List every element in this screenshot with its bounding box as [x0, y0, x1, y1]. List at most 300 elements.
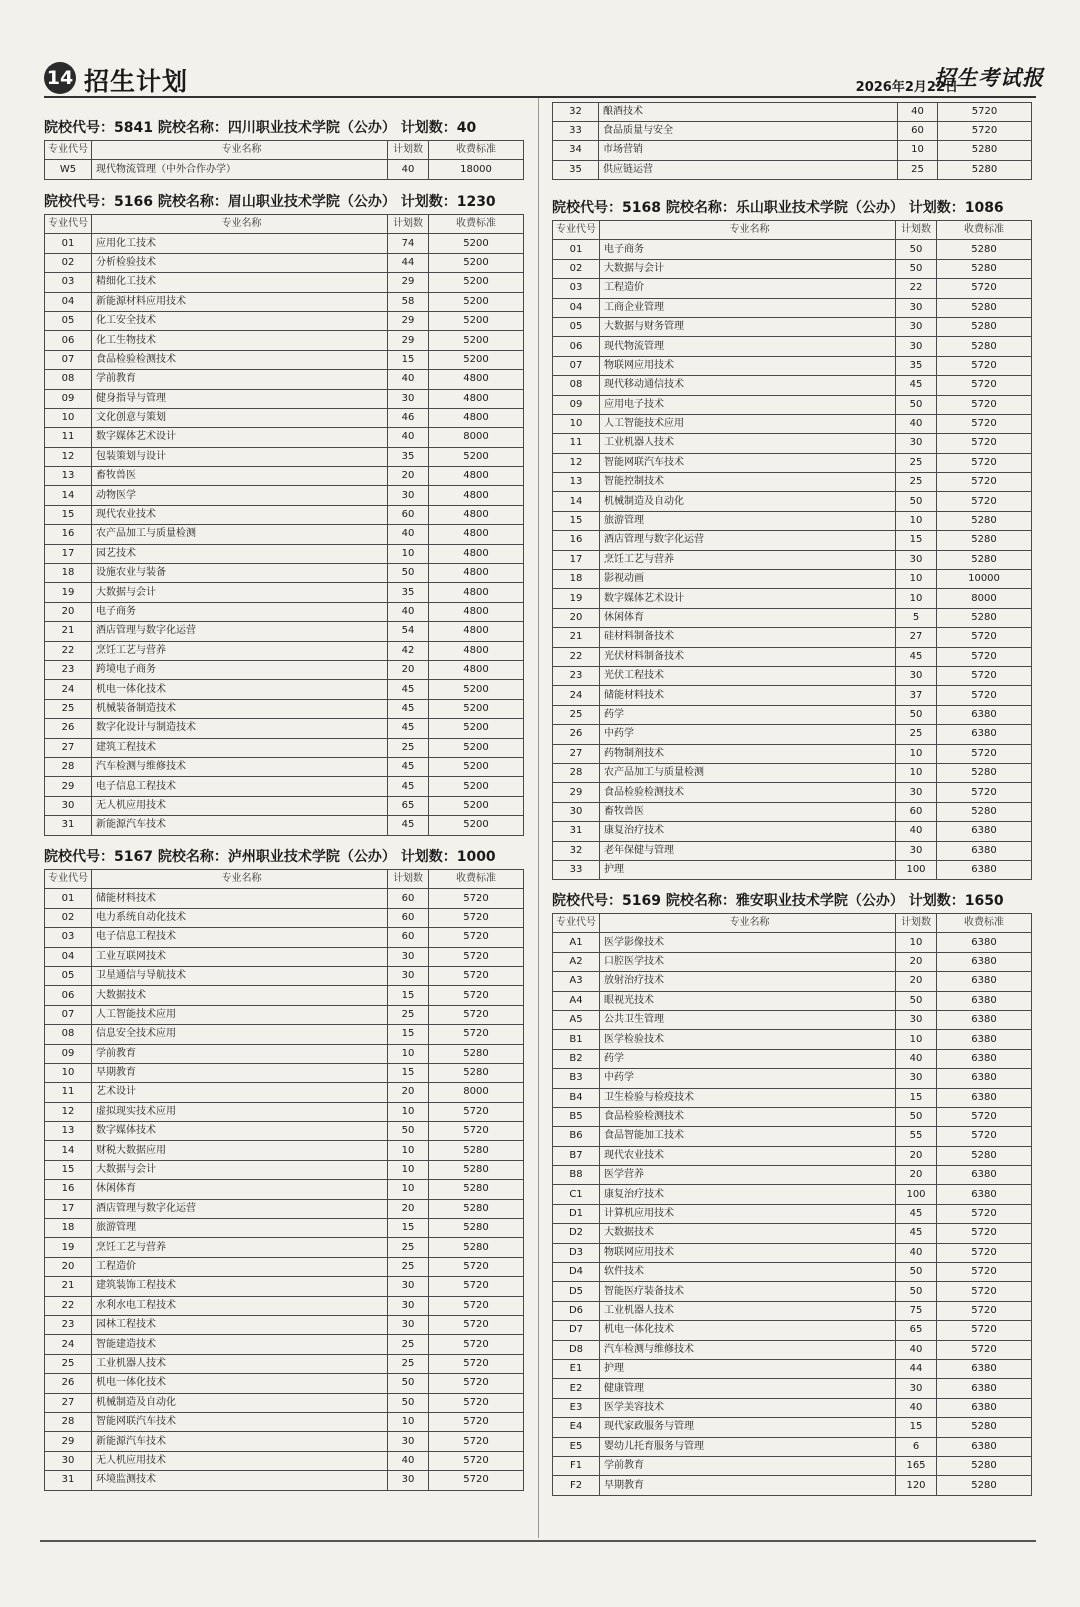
- plan-count-cell: 30: [388, 966, 429, 985]
- major-code-cell: 16: [45, 525, 92, 544]
- table-row: [553, 952, 1032, 971]
- plan-count-cell: 10: [388, 1044, 429, 1063]
- school-section-5169: [552, 891, 1032, 1496]
- tuition-fee-cell: 5720: [937, 1107, 1032, 1126]
- table-row: [45, 1412, 524, 1431]
- major-code-cell: 01: [45, 889, 92, 908]
- table-row: [45, 408, 524, 427]
- plan-count-cell: 25: [896, 453, 937, 472]
- major-name-cell: 新能源汽车技术: [92, 1432, 388, 1451]
- tuition-fee-cell: 6380: [937, 841, 1032, 860]
- table-row: [45, 1122, 524, 1141]
- plan-count-cell: 45: [388, 699, 429, 718]
- major-code-cell: B1: [553, 1030, 600, 1049]
- major-name-cell: 储能材料技术: [600, 686, 896, 705]
- tuition-fee-cell: 6380: [937, 1185, 1032, 1204]
- table-row: [45, 505, 524, 524]
- column-header-name: 专业名称: [92, 141, 388, 160]
- table-row: [45, 602, 524, 621]
- plan-count-cell: 50: [388, 1374, 429, 1393]
- major-code-cell: 06: [45, 986, 92, 1005]
- major-name-cell: 工业机器人技术: [600, 1301, 896, 1320]
- table-row: [553, 589, 1032, 608]
- major-code-cell: 02: [45, 253, 92, 272]
- major-code-cell: 14: [45, 1141, 92, 1160]
- major-name-cell: 无人机应用技术: [92, 1451, 388, 1470]
- plan-count-cell: 30: [896, 666, 937, 685]
- major-code-cell: 20: [45, 602, 92, 621]
- major-name-cell: 硅材料制备技术: [600, 628, 896, 647]
- tuition-fee-cell: 5200: [429, 447, 524, 466]
- major-code-cell: E5: [553, 1437, 600, 1456]
- major-name-cell: 医学检验技术: [600, 1030, 896, 1049]
- table-row: [45, 1219, 524, 1238]
- major-name-cell: 数字媒体艺术设计: [600, 589, 896, 608]
- major-name-cell: 供应链运营: [599, 160, 898, 179]
- table-row: [553, 744, 1032, 763]
- major-code-cell: W5: [45, 160, 92, 179]
- plan-count-cell: 30: [388, 486, 429, 505]
- plan-count-cell: 40: [388, 160, 429, 179]
- header-divider: [44, 96, 1036, 98]
- school-section-5168: [552, 198, 1032, 880]
- tuition-fee-cell: 5200: [429, 680, 524, 699]
- table-row: [45, 1354, 524, 1373]
- tuition-fee-cell: 4800: [429, 544, 524, 563]
- table-header-row: [45, 870, 524, 889]
- major-code-cell: 05: [45, 966, 92, 985]
- tuition-fee-cell: 5720: [429, 1025, 524, 1044]
- major-name-cell: 人工智能技术应用: [600, 414, 896, 433]
- table-row: [553, 240, 1032, 259]
- plan-count-cell: 45: [388, 680, 429, 699]
- tuition-fee-cell: 5720: [937, 279, 1032, 298]
- tuition-fee-cell: 5200: [429, 816, 524, 835]
- major-name-cell: 眼视光技术: [600, 991, 896, 1010]
- major-code-cell: 07: [45, 350, 92, 369]
- major-code-cell: 07: [553, 356, 600, 375]
- major-code-cell: 28: [45, 1412, 92, 1431]
- tuition-fee-cell: 5200: [429, 719, 524, 738]
- major-name-cell: 物联网应用技术: [600, 356, 896, 375]
- tuition-fee-cell: 5720: [937, 1224, 1032, 1243]
- major-name-cell: 环境监测技术: [92, 1471, 388, 1490]
- tuition-fee-cell: 5280: [937, 259, 1032, 278]
- plan-count-cell: 45: [388, 757, 429, 776]
- plan-count-cell: 46: [388, 408, 429, 427]
- plan-count-cell: 50: [896, 991, 937, 1010]
- major-name-cell: 电子信息工程技术: [92, 777, 388, 796]
- major-code-cell: F2: [553, 1476, 600, 1495]
- table-row: [553, 317, 1032, 336]
- tuition-fee-cell: 8000: [429, 428, 524, 447]
- major-name-cell: 智能网联汽车技术: [92, 1412, 388, 1431]
- table-row: [45, 966, 524, 985]
- plan-count-cell: 29: [388, 331, 429, 350]
- major-name-cell: 药学: [600, 705, 896, 724]
- major-name-cell: 药物制剂技术: [600, 744, 896, 763]
- major-name-cell: 跨境电子商务: [92, 660, 388, 679]
- tuition-fee-cell: 4800: [429, 602, 524, 621]
- plan-count-cell: 30: [896, 1379, 937, 1398]
- plan-count-cell: 100: [896, 1185, 937, 1204]
- major-name-cell: 无人机应用技术: [92, 796, 388, 815]
- major-name-cell: 机械制造及自动化: [600, 492, 896, 511]
- table-row: [553, 570, 1032, 589]
- major-name-cell: 农产品加工与质量检测: [600, 763, 896, 782]
- table-row: [553, 279, 1032, 298]
- table-row: [45, 583, 524, 602]
- table-row: [553, 1030, 1032, 1049]
- major-name-cell: 大数据技术: [600, 1224, 896, 1243]
- table-row: [45, 1451, 524, 1470]
- plan-count-cell: 30: [388, 1471, 429, 1490]
- major-code-cell: 07: [45, 1005, 92, 1024]
- plan-count-cell: 15: [896, 1418, 937, 1437]
- tuition-fee-cell: 6380: [937, 933, 1032, 952]
- tuition-fee-cell: 5720: [937, 1282, 1032, 1301]
- tuition-fee-cell: 5280: [937, 317, 1032, 336]
- table-row: [553, 1166, 1032, 1185]
- major-code-cell: 03: [553, 279, 600, 298]
- plan-count-cell: 29: [388, 273, 429, 292]
- table-row: [553, 1088, 1032, 1107]
- column-header-name: 专业名称: [92, 215, 388, 234]
- plan-count-cell: 50: [388, 564, 429, 583]
- plan-count-cell: 50: [896, 259, 937, 278]
- tuition-fee-cell: 6380: [937, 822, 1032, 841]
- tuition-fee-cell: 5720: [429, 889, 524, 908]
- major-code-cell: 22: [553, 647, 600, 666]
- plan-count-cell: 25: [896, 473, 937, 492]
- plan-count-cell: 40: [896, 1243, 937, 1262]
- plan-count-cell: 15: [896, 1088, 937, 1107]
- table-row: [553, 1127, 1032, 1146]
- table-row: [553, 1398, 1032, 1417]
- table-row: [45, 947, 524, 966]
- newspaper-masthead: 招生考试报: [934, 65, 1044, 90]
- table-row: [45, 370, 524, 389]
- major-name-cell: 老年保健与管理: [600, 841, 896, 860]
- tuition-fee-cell: 5720: [429, 1315, 524, 1334]
- tuition-fee-cell: 5720: [429, 1471, 524, 1490]
- major-name-cell: 护理: [600, 1359, 896, 1378]
- table-row: [45, 1315, 524, 1334]
- major-name-cell: 机电一体化技术: [600, 1321, 896, 1340]
- plan-count-cell: 10: [898, 141, 938, 160]
- major-code-cell: 03: [45, 273, 92, 292]
- plan-count-cell: 25: [388, 1354, 429, 1373]
- table-row: [553, 1263, 1032, 1282]
- plan-count-cell: 15: [388, 1063, 429, 1082]
- major-code-cell: 23: [45, 1315, 92, 1334]
- major-code-cell: B2: [553, 1049, 600, 1068]
- major-code-cell: 27: [45, 1393, 92, 1412]
- table-row: [553, 1282, 1032, 1301]
- plan-count-cell: 20: [896, 1166, 937, 1185]
- major-name-cell: 旅游管理: [600, 511, 896, 530]
- major-name-cell: 分析检验技术: [92, 253, 388, 272]
- plan-count-cell: 165: [896, 1456, 937, 1475]
- plan-count-cell: 10: [896, 570, 937, 589]
- column-header-code: 专业代号: [553, 221, 600, 240]
- major-code-cell: 13: [45, 467, 92, 486]
- table-row: [45, 160, 524, 179]
- table-row: [553, 1010, 1032, 1029]
- tuition-fee-cell: 5720: [937, 356, 1032, 375]
- tuition-fee-cell: 5720: [429, 1102, 524, 1121]
- plan-count-cell: 60: [388, 505, 429, 524]
- major-code-cell: 29: [553, 783, 600, 802]
- table-row: [45, 1005, 524, 1024]
- major-name-cell: 计算机应用技术: [600, 1204, 896, 1223]
- major-code-cell: 21: [45, 622, 92, 641]
- major-code-cell: D7: [553, 1321, 600, 1340]
- major-code-cell: E3: [553, 1398, 600, 1417]
- table-row: [45, 1277, 524, 1296]
- tuition-fee-cell: 5280: [429, 1199, 524, 1218]
- tuition-fee-cell: 6380: [937, 1069, 1032, 1088]
- tuition-fee-cell: 5720: [937, 492, 1032, 511]
- major-name-cell: 现代物流管理: [600, 337, 896, 356]
- major-name-cell: 工商企业管理: [600, 298, 896, 317]
- major-code-cell: 32: [553, 841, 600, 860]
- table-row: [553, 473, 1032, 492]
- table-row: [45, 273, 524, 292]
- plan-count-cell: 30: [896, 298, 937, 317]
- tuition-fee-cell: 5720: [429, 1122, 524, 1141]
- major-code-cell: 21: [553, 628, 600, 647]
- major-name-cell: 烹饪工艺与营养: [600, 550, 896, 569]
- plan-count-cell: 15: [896, 531, 937, 550]
- column-header-fee: 收费标准: [429, 870, 524, 889]
- table-header-row: [553, 221, 1032, 240]
- major-name-cell: 大数据与会计: [600, 259, 896, 278]
- table-row: [553, 822, 1032, 841]
- major-name-cell: 放射治疗技术: [600, 972, 896, 991]
- table-row: [45, 986, 524, 1005]
- plan-count-cell: 65: [388, 796, 429, 815]
- plan-count-cell: 25: [388, 738, 429, 757]
- plan-count-cell: 60: [388, 908, 429, 927]
- tuition-fee-cell: 5200: [429, 292, 524, 311]
- tuition-fee-cell: 5720: [429, 1374, 524, 1393]
- tuition-fee-cell: 4800: [429, 408, 524, 427]
- major-name-cell: 食品智能加工技术: [600, 1127, 896, 1146]
- tuition-fee-cell: 5720: [429, 1432, 524, 1451]
- table-row: [553, 1418, 1032, 1437]
- table-row: [553, 860, 1032, 879]
- table-row: [553, 1049, 1032, 1068]
- major-code-cell: 15: [45, 1160, 92, 1179]
- table-header-row: [553, 914, 1032, 933]
- tuition-fee-cell: 5720: [937, 647, 1032, 666]
- tuition-fee-cell: 5280: [937, 511, 1032, 530]
- enrollment-table: [552, 102, 1032, 180]
- major-code-cell: 17: [45, 1199, 92, 1218]
- tuition-fee-cell: 4800: [429, 660, 524, 679]
- major-code-cell: 15: [45, 505, 92, 524]
- plan-count-cell: 44: [388, 253, 429, 272]
- tuition-fee-cell: 5280: [937, 802, 1032, 821]
- column-header-code: 专业代号: [45, 141, 92, 160]
- tuition-fee-cell: 5720: [938, 102, 1032, 121]
- tuition-fee-cell: 5720: [429, 928, 524, 947]
- table-row: [45, 1160, 524, 1179]
- major-name-cell: 医学影像技术: [600, 933, 896, 952]
- table-row: [45, 777, 524, 796]
- major-code-cell: B3: [553, 1069, 600, 1088]
- major-code-cell: 02: [553, 259, 600, 278]
- table-row: [45, 544, 524, 563]
- tuition-fee-cell: 6380: [937, 1379, 1032, 1398]
- table-row: [553, 1224, 1032, 1243]
- plan-count-cell: 30: [388, 947, 429, 966]
- table-row: [45, 564, 524, 583]
- tuition-fee-cell: 5200: [429, 796, 524, 815]
- tuition-fee-cell: 5200: [429, 253, 524, 272]
- major-code-cell: D5: [553, 1282, 600, 1301]
- tuition-fee-cell: 6380: [937, 952, 1032, 971]
- major-name-cell: 设施农业与装备: [92, 564, 388, 583]
- table-row: [553, 991, 1032, 1010]
- major-name-cell: 工业互联网技术: [92, 947, 388, 966]
- column-header-count: 计划数: [896, 221, 937, 240]
- column-header-fee: 收费标准: [429, 141, 524, 160]
- issue-date: 2026年2月22日: [855, 80, 958, 95]
- plan-count-cell: 25: [388, 1005, 429, 1024]
- major-code-cell: 33: [553, 121, 599, 140]
- major-code-cell: 28: [553, 763, 600, 782]
- plan-count-cell: 25: [388, 1238, 429, 1257]
- major-code-cell: 10: [45, 408, 92, 427]
- major-name-cell: 工业机器人技术: [600, 434, 896, 453]
- major-code-cell: D8: [553, 1340, 600, 1359]
- major-name-cell: 食品检验检测技术: [600, 783, 896, 802]
- tuition-fee-cell: 5720: [937, 1127, 1032, 1146]
- major-code-cell: 22: [45, 1296, 92, 1315]
- plan-count-cell: 30: [896, 317, 937, 336]
- column-header-name: 专业名称: [92, 870, 388, 889]
- tuition-fee-cell: 5280: [937, 240, 1032, 259]
- table-row: [553, 783, 1032, 802]
- major-name-cell: 电子商务: [600, 240, 896, 259]
- plan-count-cell: 60: [898, 121, 938, 140]
- table-row: [45, 1102, 524, 1121]
- table-row: [45, 1335, 524, 1354]
- major-code-cell: 20: [45, 1257, 92, 1276]
- major-code-cell: 11: [45, 1083, 92, 1102]
- table-row: [45, 908, 524, 927]
- major-code-cell: 32: [553, 102, 599, 121]
- plan-count-cell: 50: [896, 492, 937, 511]
- major-code-cell: 01: [45, 234, 92, 253]
- major-name-cell: 工业机器人技术: [92, 1354, 388, 1373]
- major-code-cell: 11: [45, 428, 92, 447]
- major-name-cell: 包装策划与设计: [92, 447, 388, 466]
- major-code-cell: 25: [45, 699, 92, 718]
- major-code-cell: B7: [553, 1146, 600, 1165]
- major-code-cell: 30: [45, 796, 92, 815]
- major-code-cell: 30: [45, 1451, 92, 1470]
- major-name-cell: 应用电子技术: [600, 395, 896, 414]
- major-code-cell: D6: [553, 1301, 600, 1320]
- plan-count-cell: 10: [896, 1030, 937, 1049]
- major-name-cell: 早期教育: [92, 1063, 388, 1082]
- major-code-cell: 14: [45, 486, 92, 505]
- major-code-cell: B4: [553, 1088, 600, 1107]
- school-heading: 院校代号：5841 院校名称：四川职业技术学院（公办） 计划数：40: [44, 120, 477, 136]
- tuition-fee-cell: 4800: [429, 641, 524, 660]
- table-row: [45, 1393, 524, 1412]
- major-code-cell: 18: [553, 570, 600, 589]
- tuition-fee-cell: 5720: [429, 1277, 524, 1296]
- table-row: [45, 311, 524, 330]
- major-name-cell: 机电一体化技术: [92, 680, 388, 699]
- tuition-fee-cell: 4800: [429, 370, 524, 389]
- major-code-cell: D2: [553, 1224, 600, 1243]
- tuition-fee-cell: 5280: [937, 1476, 1032, 1495]
- major-code-cell: A3: [553, 972, 600, 991]
- table-row: [553, 628, 1032, 647]
- table-row: [553, 376, 1032, 395]
- major-name-cell: 食品检验检测技术: [600, 1107, 896, 1126]
- column-header-name: 专业名称: [600, 221, 896, 240]
- major-name-cell: 药学: [600, 1049, 896, 1068]
- tuition-fee-cell: 5720: [937, 1340, 1032, 1359]
- plan-count-cell: 30: [896, 434, 937, 453]
- tuition-fee-cell: 5720: [937, 1301, 1032, 1320]
- major-code-cell: 24: [45, 1335, 92, 1354]
- plan-count-cell: 15: [388, 1219, 429, 1238]
- major-name-cell: 中药学: [600, 1069, 896, 1088]
- plan-count-cell: 45: [896, 376, 937, 395]
- school-section-5841: [44, 118, 524, 180]
- tuition-fee-cell: 5720: [937, 744, 1032, 763]
- column-header-fee: 收费标准: [937, 914, 1032, 933]
- tuition-fee-cell: 5720: [937, 1243, 1032, 1262]
- tuition-fee-cell: 5280: [937, 1456, 1032, 1475]
- major-code-cell: B6: [553, 1127, 600, 1146]
- plan-count-cell: 45: [896, 1204, 937, 1223]
- tuition-fee-cell: 5720: [937, 1321, 1032, 1340]
- plan-count-cell: 10: [388, 1102, 429, 1121]
- table-row: [553, 666, 1032, 685]
- major-code-cell: D4: [553, 1263, 600, 1282]
- plan-count-cell: 30: [896, 550, 937, 569]
- table-row: [45, 1025, 524, 1044]
- table-row: [553, 337, 1032, 356]
- tuition-fee-cell: 8000: [937, 589, 1032, 608]
- tuition-fee-cell: 5720: [937, 666, 1032, 685]
- tuition-fee-cell: 5280: [937, 1418, 1032, 1437]
- table-row: [553, 298, 1032, 317]
- tuition-fee-cell: 5720: [937, 453, 1032, 472]
- plan-count-cell: 40: [388, 370, 429, 389]
- major-code-cell: 16: [45, 1180, 92, 1199]
- major-code-cell: 20: [553, 608, 600, 627]
- column-divider: [538, 98, 539, 1538]
- major-name-cell: 财税大数据应用: [92, 1141, 388, 1160]
- major-code-cell: 01: [553, 240, 600, 259]
- column-header-code: 专业代号: [45, 870, 92, 889]
- enrollment-table: [552, 220, 1032, 880]
- tuition-fee-cell: 5200: [429, 350, 524, 369]
- tuition-fee-cell: 5280: [937, 298, 1032, 317]
- tuition-fee-cell: 8000: [429, 1083, 524, 1102]
- major-code-cell: 14: [553, 492, 600, 511]
- plan-count-cell: 40: [896, 1049, 937, 1068]
